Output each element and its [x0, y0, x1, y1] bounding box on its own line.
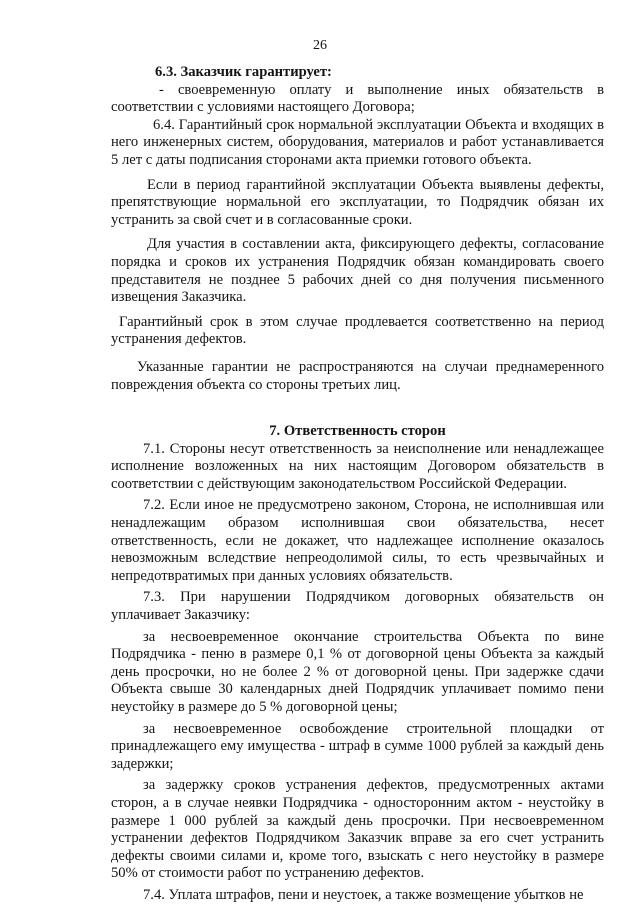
- document-body: [111, 64, 604, 905]
- section-7-3: 7.3. При нарушении Подрядчиком договорных обязательств он уплачивает Заказчику:: [111, 589, 604, 624]
- paragraph-defect-act: Для участия в составлении акта, фиксирующего дефекты, согласование порядка и сроков их устранения Подрядчик обязан командировать своего представителя не позднее 5 рабочих дней со дня получения письменного извещения Заказчика.: [111, 236, 604, 306]
- page-number: 26: [313, 38, 327, 53]
- section-7-4: 7.4. Уплата штрафов, пени и неустоек, а также возмещение убытков не: [143, 886, 584, 903]
- paragraph-warranty-extension: Гарантийный срок в этом случае продлевается соответственно на период устранения дефектов.: [111, 313, 604, 348]
- section-6-3-heading: 6.3. Заказчик гарантирует:: [155, 64, 332, 80]
- paragraph-defects: Если в период гарантийной эксплуатации Объекта выявлены дефекты, препятствующие нормальной его эксплуатации, то Подрядчик обязан их устранить за свой счет и в согласованные сроки.: [111, 176, 604, 228]
- section-7-1: 7.1. Стороны несут ответственность за неисполнение или ненадлежащее исполнение возложенных на них настоящим Договором обязательств в соответствии с действующим законодательством Российской Федерации.: [111, 440, 604, 492]
- section-7-3-item-c: за задержку сроков устранения дефектов, предусмотренных актами сторон, а в случае неявки Подрядчика - односторонним актом - неустойку в размере 1 000 рублей за каждый день просрочки. При несвоевременном устранении дефектов Подрядчиком Заказчик вправе за его счет устранить дефекты своими силами и, кроме того, взыскать с него неустойку в размере 50% от стоимости работ по устранению дефектов.: [111, 777, 604, 882]
- section-6-3-item: - своевременную оплату и выполнение иных обязательств в соответствии с условиями настоящего Договора;: [111, 81, 604, 116]
- section-7-3-item-b: за несвоевременное освобождение строительной площадки от принадлежащего ему имущества - штраф в сумме 1000 рублей за каждый день задержки;: [111, 720, 604, 772]
- section-7-2: 7.2. Если иное не предусмотрено законом, Сторона, не исполнившая или ненадлежащим образом исполнившая свои обязательства, несет ответственность, если не докажет, что надлежащее исполнение оказалось невозможным вследствие непреодолимой силы, то есть чрезвычайных и непредотвратимых при данных условиях обязательств.: [111, 497, 604, 584]
- section-7-3-item-a: за несвоевременное окончание строительства Объекта по вине Подрядчика - пеню в размере 0,1 % от договорной цены Объекта за каждый день просрочки, но не более 2 % от договорной цены. При задержке сдачи Объекта свыше 30 календарных дней Подрядчик уплачивает помимо пени неустойку в размере до 5 % договорной цены;: [111, 628, 604, 715]
- paragraph-warranty-exclusion: Указанные гарантии не распространяются на случаи преднамеренного повреждения объекта со стороны третьих лиц.: [111, 358, 604, 393]
- section-6-4: 6.4. Гарантийный срок нормальной эксплуатации Объекта и входящих в него инженерных систем, оборудования, материалов и работ устанавливается 5 лет с даты подписания сторонами акта приемки готового объекта.: [111, 116, 604, 168]
- section-7-title: 7. Ответственность сторон: [269, 423, 446, 440]
